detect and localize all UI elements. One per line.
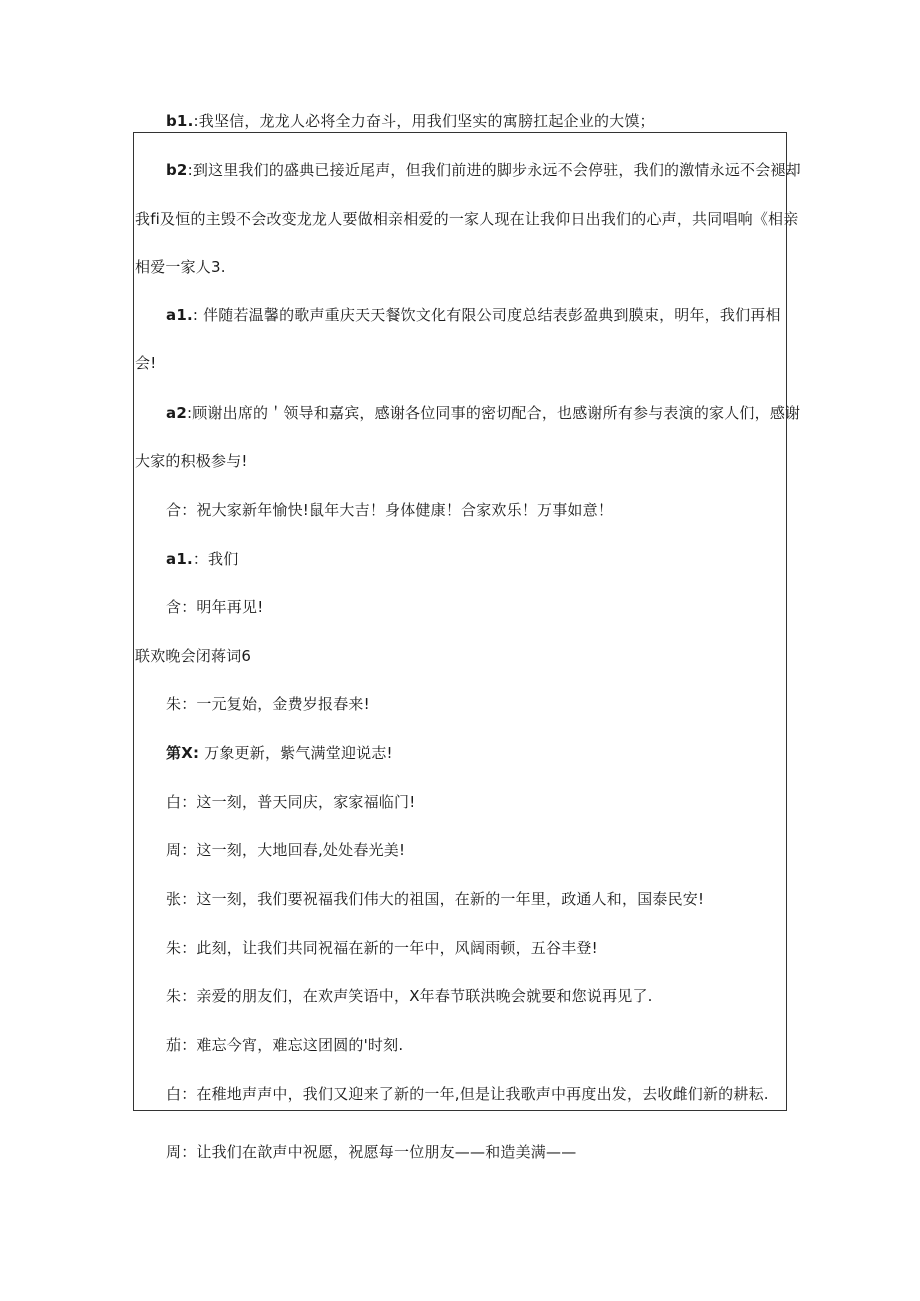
text-line bbox=[135, 353, 156, 373]
line-text: 会! bbox=[135, 354, 157, 372]
speaker-label: b1. bbox=[166, 112, 194, 130]
text-line bbox=[166, 160, 801, 180]
text-line bbox=[166, 889, 704, 909]
line-text: 联欢晚会闭蒋词6 bbox=[135, 647, 252, 665]
line-text: 朱：亲爱的朋友们，在欢声笑语中，X年春节联洪晚会就要和您说再见了. bbox=[166, 987, 653, 1005]
line-text: 朱：一元复始，金费岁报春来! bbox=[166, 695, 370, 713]
text-line bbox=[166, 549, 238, 569]
line-text: 白：这一刻，普天同庆，家家福临门! bbox=[166, 793, 416, 811]
content-border-box bbox=[133, 132, 787, 1111]
speaker-label: 第X: bbox=[166, 744, 200, 762]
speaker-label: a1. bbox=[166, 550, 193, 568]
line-text: : 伴随若温馨的歌声重庆天天餐饮文化有限公司度总结表彭盈典到膜束，明年，我们再相 bbox=[192, 306, 781, 324]
line-text: 相爱一家人3. bbox=[135, 258, 226, 276]
text-line bbox=[166, 743, 393, 763]
text-line bbox=[166, 840, 405, 860]
line-text: 万象更新，紫气满堂迎说志! bbox=[199, 744, 393, 762]
text-line bbox=[166, 111, 655, 131]
text-line bbox=[135, 209, 798, 229]
line-text: 茄：难忘今宵，难忘这团圆的'时刻. bbox=[166, 1036, 404, 1054]
line-text: 周：让我们在歆声中祝愿，祝愿每一位朋友——和造美满—— bbox=[166, 1143, 577, 1161]
text-line bbox=[166, 1035, 403, 1055]
text-line bbox=[166, 938, 598, 958]
line-text: 含：明年再见! bbox=[166, 598, 264, 616]
speaker-label: a2 bbox=[166, 404, 187, 422]
line-text: 周：这一刻，大地回春,处处春光美! bbox=[166, 841, 406, 859]
text-line bbox=[166, 500, 613, 520]
text-line bbox=[166, 403, 800, 423]
text-line bbox=[166, 792, 415, 812]
text-line bbox=[135, 451, 248, 471]
line-text: :顾谢出席的＇领导和嘉宾，感谢各位同事的密切配合，也感谢所有参与表演的家人们，感谢 bbox=[186, 404, 801, 422]
line-text: :我坚信，龙龙人必将全力奋斗，用我们坚实的寓膀扛起企业的大馍； bbox=[193, 112, 655, 130]
speaker-label: a1. bbox=[166, 306, 193, 324]
speaker-label: b2 bbox=[166, 161, 188, 179]
text-line bbox=[135, 257, 226, 277]
text-line bbox=[166, 305, 781, 325]
text-line bbox=[166, 986, 653, 1006]
line-text: 朱：此刻，让我们共同祝福在新的一年中，风阔雨顿，五谷丰登! bbox=[166, 939, 598, 957]
section-heading bbox=[135, 646, 251, 666]
line-text: 大家的积极参与! bbox=[135, 452, 248, 470]
text-line bbox=[166, 1084, 769, 1104]
line-text: 张：这一刻，我们要祝福我们伟大的祖国，在新的一年里，政通人和，国泰民安! bbox=[166, 890, 705, 908]
line-text: 白：在稚地声声中，我们又迎来了新的一年,但是让我歌声中再度出发，去收雌们新的耕耘. bbox=[166, 1085, 769, 1103]
line-text: 合：祝大家新年愉快!鼠年大吉！身体健康！合家欢乐！万事如意！ bbox=[166, 501, 614, 519]
text-line bbox=[166, 1142, 576, 1162]
line-text: ：我们 bbox=[192, 550, 239, 568]
text-line bbox=[166, 694, 370, 714]
line-text: :到这里我们的盛典已接近尾声，但我们前进的脚步永远不会停驻，我们的激情永远不会褪却 bbox=[187, 161, 801, 179]
line-text: 我fi及恒的主毁不会改变龙龙人要做相亲相爱的一家人现在让我仰日出我们的心声，共同唱响《相亲 bbox=[135, 210, 799, 228]
text-line bbox=[166, 597, 263, 617]
